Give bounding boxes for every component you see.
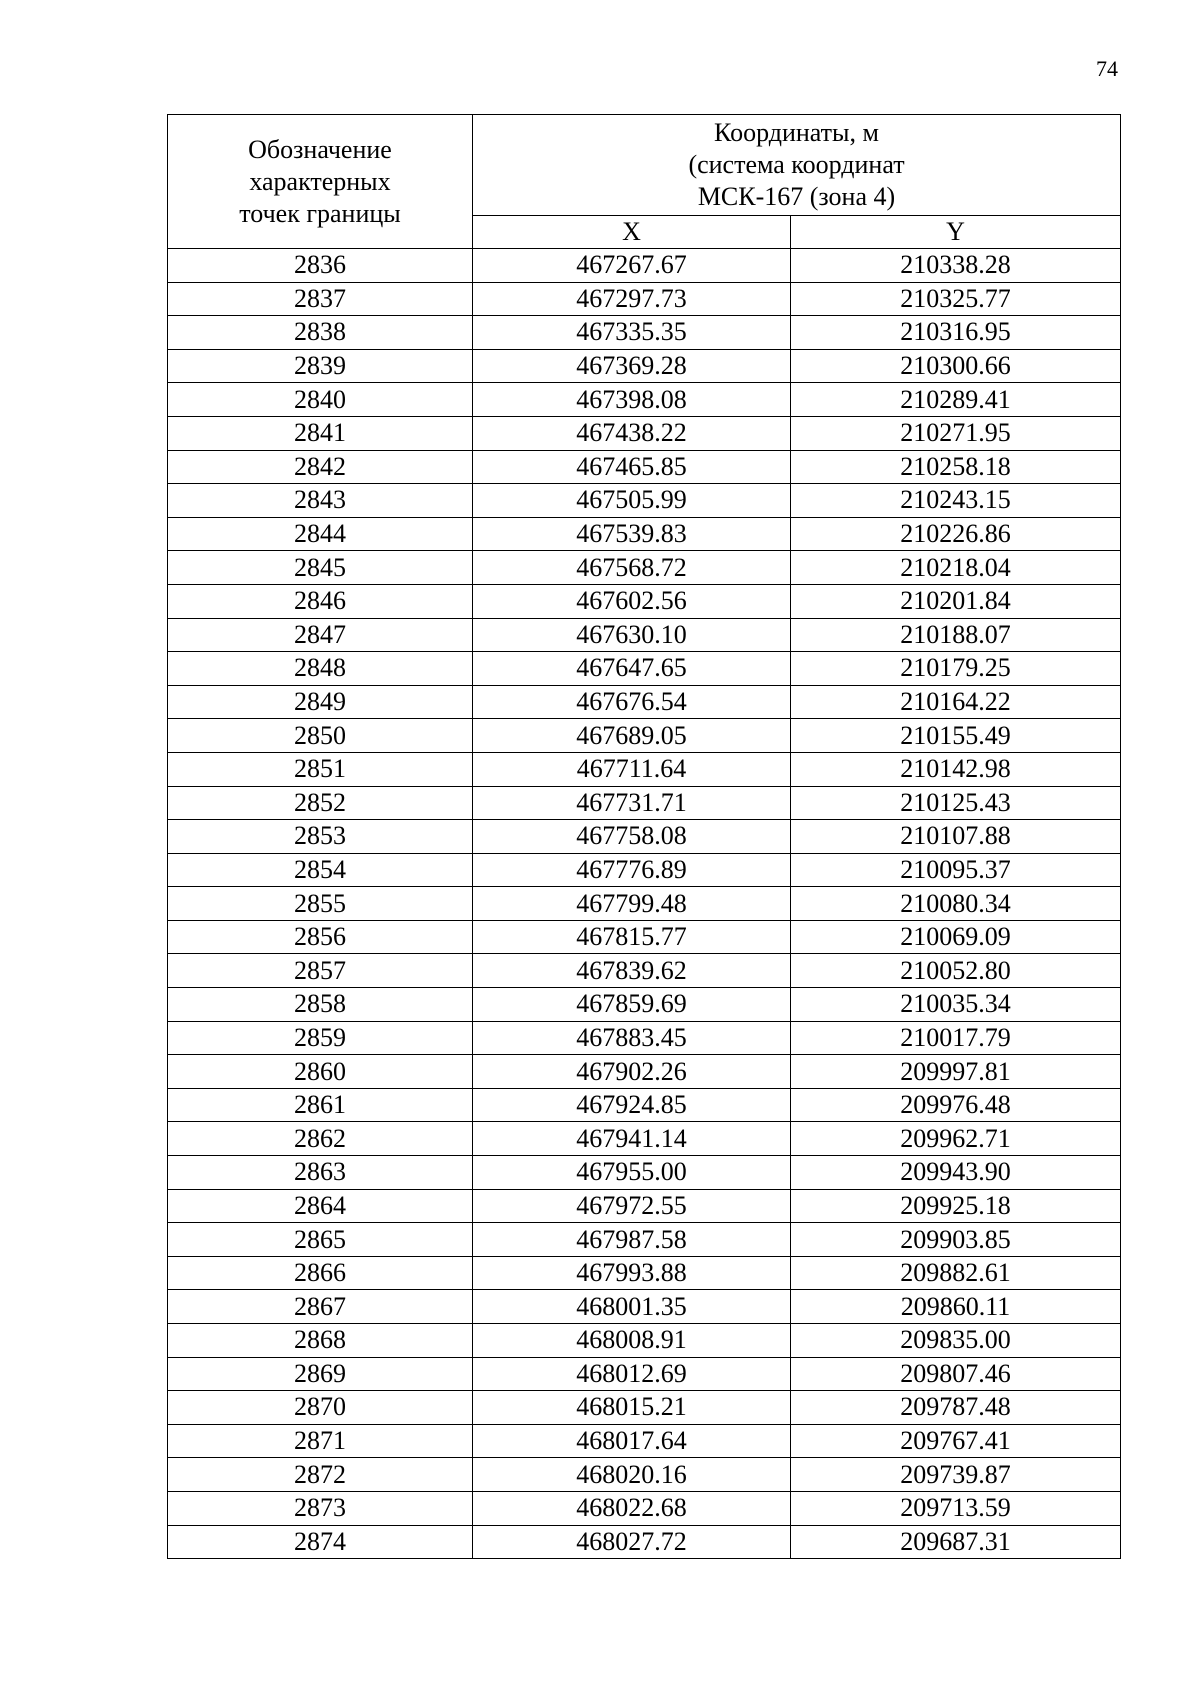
point-id-cell: 2866 xyxy=(168,1256,473,1290)
y-coordinate-cell: 209976.48 xyxy=(791,1088,1121,1122)
x-coordinate-cell: 468012.69 xyxy=(473,1357,791,1391)
table-row xyxy=(168,551,1121,585)
x-coordinate-cell: 467839.62 xyxy=(473,954,791,988)
x-coordinate-cell: 467267.67 xyxy=(473,249,791,283)
x-coordinate-cell: 467602.56 xyxy=(473,584,791,618)
point-id-cell: 2859 xyxy=(168,1021,473,1055)
x-coordinate-cell: 467369.28 xyxy=(473,349,791,383)
table-row xyxy=(168,652,1121,686)
x-coordinate-cell: 467883.45 xyxy=(473,1021,791,1055)
x-coordinate-cell: 467776.89 xyxy=(473,853,791,887)
x-coordinate-cell: 467539.83 xyxy=(473,517,791,551)
y-coordinate-cell: 209903.85 xyxy=(791,1223,1121,1257)
x-coordinate-cell: 468022.68 xyxy=(473,1491,791,1525)
table-row xyxy=(168,517,1121,551)
designation-header-line: характерных xyxy=(249,166,391,196)
x-coordinate-cell: 467711.64 xyxy=(473,752,791,786)
point-id-cell: 2873 xyxy=(168,1491,473,1525)
point-id-cell: 2864 xyxy=(168,1189,473,1223)
point-id-cell: 2854 xyxy=(168,853,473,887)
y-coordinate-cell: 210188.07 xyxy=(791,618,1121,652)
column-header-x: X xyxy=(473,216,791,249)
x-coordinate-cell: 467924.85 xyxy=(473,1088,791,1122)
table-row xyxy=(168,1256,1121,1290)
table-row xyxy=(168,349,1121,383)
table-row xyxy=(168,584,1121,618)
point-id-cell: 2874 xyxy=(168,1525,473,1559)
designation-header-line: точек границы xyxy=(239,198,401,228)
x-coordinate-cell: 467972.55 xyxy=(473,1189,791,1223)
point-id-cell: 2843 xyxy=(168,484,473,518)
table-row xyxy=(168,1189,1121,1223)
table-row xyxy=(168,484,1121,518)
y-coordinate-cell: 210201.84 xyxy=(791,584,1121,618)
table-row xyxy=(168,249,1121,283)
point-id-cell: 2842 xyxy=(168,450,473,484)
y-coordinate-cell: 210316.95 xyxy=(791,316,1121,350)
table-row xyxy=(168,719,1121,753)
y-coordinate-cell: 209962.71 xyxy=(791,1122,1121,1156)
coordinates-header-line: Координаты, м xyxy=(714,118,879,147)
point-id-cell: 2868 xyxy=(168,1324,473,1358)
x-coordinate-cell: 467815.77 xyxy=(473,920,791,954)
y-coordinate-cell: 210226.86 xyxy=(791,517,1121,551)
x-coordinate-cell: 467630.10 xyxy=(473,618,791,652)
x-coordinate-cell: 467731.71 xyxy=(473,786,791,820)
point-id-cell: 2838 xyxy=(168,316,473,350)
table-row xyxy=(168,853,1121,887)
coordinates-header-line: (система координат xyxy=(688,150,905,179)
table-row xyxy=(168,1525,1121,1559)
y-coordinate-cell: 209687.31 xyxy=(791,1525,1121,1559)
table-row xyxy=(168,1324,1121,1358)
point-id-cell: 2853 xyxy=(168,820,473,854)
table-row xyxy=(168,1424,1121,1458)
y-coordinate-cell: 209997.81 xyxy=(791,1055,1121,1089)
point-id-cell: 2840 xyxy=(168,383,473,417)
point-id-cell: 2841 xyxy=(168,416,473,450)
point-id-cell: 2869 xyxy=(168,1357,473,1391)
x-coordinate-cell: 467902.26 xyxy=(473,1055,791,1089)
y-coordinate-cell: 210258.18 xyxy=(791,450,1121,484)
y-coordinate-cell: 209882.61 xyxy=(791,1256,1121,1290)
point-id-cell: 2857 xyxy=(168,954,473,988)
x-coordinate-cell: 467987.58 xyxy=(473,1223,791,1257)
table-row xyxy=(168,618,1121,652)
table-row xyxy=(168,1122,1121,1156)
table-row xyxy=(168,1491,1121,1525)
y-coordinate-cell: 210243.15 xyxy=(791,484,1121,518)
point-id-cell: 2860 xyxy=(168,1055,473,1089)
coordinates-header-line: МСК-167 (зона 4) xyxy=(697,182,896,211)
x-coordinate-cell: 468027.72 xyxy=(473,1525,791,1559)
x-coordinate-cell: 467505.99 xyxy=(473,484,791,518)
point-id-cell: 2862 xyxy=(168,1122,473,1156)
point-id-cell: 2855 xyxy=(168,887,473,921)
point-id-cell: 2848 xyxy=(168,652,473,686)
y-coordinate-cell: 210017.79 xyxy=(791,1021,1121,1055)
point-id-cell: 2856 xyxy=(168,920,473,954)
table-row xyxy=(168,416,1121,450)
x-coordinate-cell: 468015.21 xyxy=(473,1391,791,1425)
table-row xyxy=(168,786,1121,820)
x-coordinate-cell: 467689.05 xyxy=(473,719,791,753)
y-coordinate-cell: 210142.98 xyxy=(791,752,1121,786)
point-id-cell: 2863 xyxy=(168,1156,473,1190)
point-id-cell: 2867 xyxy=(168,1290,473,1324)
point-id-cell: 2861 xyxy=(168,1088,473,1122)
y-coordinate-cell: 209787.48 xyxy=(791,1391,1121,1425)
table-row xyxy=(168,282,1121,316)
x-coordinate-cell: 467647.65 xyxy=(473,652,791,686)
coordinates-table xyxy=(167,114,1121,1559)
table-row xyxy=(168,920,1121,954)
point-id-cell: 2865 xyxy=(168,1223,473,1257)
table-row xyxy=(168,954,1121,988)
y-coordinate-cell: 210218.04 xyxy=(791,551,1121,585)
table-row xyxy=(168,1357,1121,1391)
point-id-cell: 2837 xyxy=(168,282,473,316)
point-id-cell: 2849 xyxy=(168,685,473,719)
y-coordinate-cell: 210155.49 xyxy=(791,719,1121,753)
x-coordinate-cell: 467941.14 xyxy=(473,1122,791,1156)
x-coordinate-cell: 467758.08 xyxy=(473,820,791,854)
table-row xyxy=(168,685,1121,719)
point-id-cell: 2845 xyxy=(168,551,473,585)
x-coordinate-cell: 467438.22 xyxy=(473,416,791,450)
table-row xyxy=(168,383,1121,417)
point-id-cell: 2851 xyxy=(168,752,473,786)
designation-header xyxy=(168,115,473,249)
point-id-cell: 2872 xyxy=(168,1458,473,1492)
table-row xyxy=(168,1088,1121,1122)
y-coordinate-cell: 210035.34 xyxy=(791,988,1121,1022)
y-coordinate-cell: 210271.95 xyxy=(791,416,1121,450)
x-coordinate-cell: 467993.88 xyxy=(473,1256,791,1290)
table-header xyxy=(168,115,1121,249)
y-coordinate-cell: 209943.90 xyxy=(791,1156,1121,1190)
y-coordinate-cell: 210080.34 xyxy=(791,887,1121,921)
y-coordinate-cell: 210300.66 xyxy=(791,349,1121,383)
x-coordinate-cell: 468017.64 xyxy=(473,1424,791,1458)
table-row xyxy=(168,1290,1121,1324)
point-id-cell: 2839 xyxy=(168,349,473,383)
y-coordinate-cell: 210069.09 xyxy=(791,920,1121,954)
table-row xyxy=(168,887,1121,921)
page-number: 74 xyxy=(1096,56,1118,81)
y-coordinate-cell: 209925.18 xyxy=(791,1189,1121,1223)
x-coordinate-cell: 468001.35 xyxy=(473,1290,791,1324)
y-coordinate-cell: 209739.87 xyxy=(791,1458,1121,1492)
table-row xyxy=(168,752,1121,786)
table-row xyxy=(168,1055,1121,1089)
table-row xyxy=(168,1021,1121,1055)
x-coordinate-cell: 468008.91 xyxy=(473,1324,791,1358)
y-coordinate-cell: 210125.43 xyxy=(791,786,1121,820)
y-coordinate-cell: 210289.41 xyxy=(791,383,1121,417)
y-coordinate-cell: 210179.25 xyxy=(791,652,1121,686)
point-id-cell: 2870 xyxy=(168,1391,473,1425)
y-coordinate-cell: 209713.59 xyxy=(791,1491,1121,1525)
y-coordinate-cell: 210325.77 xyxy=(791,282,1121,316)
column-header-y: Y xyxy=(791,216,1121,249)
point-id-cell: 2846 xyxy=(168,584,473,618)
table-row xyxy=(168,316,1121,350)
table-row xyxy=(168,1458,1121,1492)
point-id-cell: 2858 xyxy=(168,988,473,1022)
point-id-cell: 2871 xyxy=(168,1424,473,1458)
y-coordinate-cell: 209860.11 xyxy=(791,1290,1121,1324)
point-id-cell: 2850 xyxy=(168,719,473,753)
y-coordinate-cell: 209767.41 xyxy=(791,1424,1121,1458)
x-coordinate-cell: 467398.08 xyxy=(473,383,791,417)
y-coordinate-cell: 210107.88 xyxy=(791,820,1121,854)
point-id-cell: 2844 xyxy=(168,517,473,551)
point-id-cell: 2852 xyxy=(168,786,473,820)
table-row xyxy=(168,1391,1121,1425)
x-coordinate-cell: 467859.69 xyxy=(473,988,791,1022)
table-body xyxy=(168,249,1121,1559)
x-coordinate-cell: 467465.85 xyxy=(473,450,791,484)
table-row xyxy=(168,820,1121,854)
y-coordinate-cell: 210164.22 xyxy=(791,685,1121,719)
y-coordinate-cell: 210052.80 xyxy=(791,954,1121,988)
coordinates-header xyxy=(473,115,1121,216)
x-coordinate-cell: 467955.00 xyxy=(473,1156,791,1190)
x-coordinate-cell: 468020.16 xyxy=(473,1458,791,1492)
y-coordinate-cell: 209807.46 xyxy=(791,1357,1121,1391)
x-coordinate-cell: 467799.48 xyxy=(473,887,791,921)
y-coordinate-cell: 210338.28 xyxy=(791,249,1121,283)
table-row xyxy=(168,988,1121,1022)
y-coordinate-cell: 209835.00 xyxy=(791,1324,1121,1358)
y-coordinate-cell: 210095.37 xyxy=(791,853,1121,887)
point-id-cell: 2847 xyxy=(168,618,473,652)
designation-header-line: Обозначение xyxy=(248,134,392,164)
x-coordinate-cell: 467676.54 xyxy=(473,685,791,719)
x-coordinate-cell: 467335.35 xyxy=(473,316,791,350)
table-row xyxy=(168,450,1121,484)
table-row xyxy=(168,1223,1121,1257)
x-coordinate-cell: 467568.72 xyxy=(473,551,791,585)
x-coordinate-cell: 467297.73 xyxy=(473,282,791,316)
table-row xyxy=(168,1156,1121,1190)
point-id-cell: 2836 xyxy=(168,249,473,283)
